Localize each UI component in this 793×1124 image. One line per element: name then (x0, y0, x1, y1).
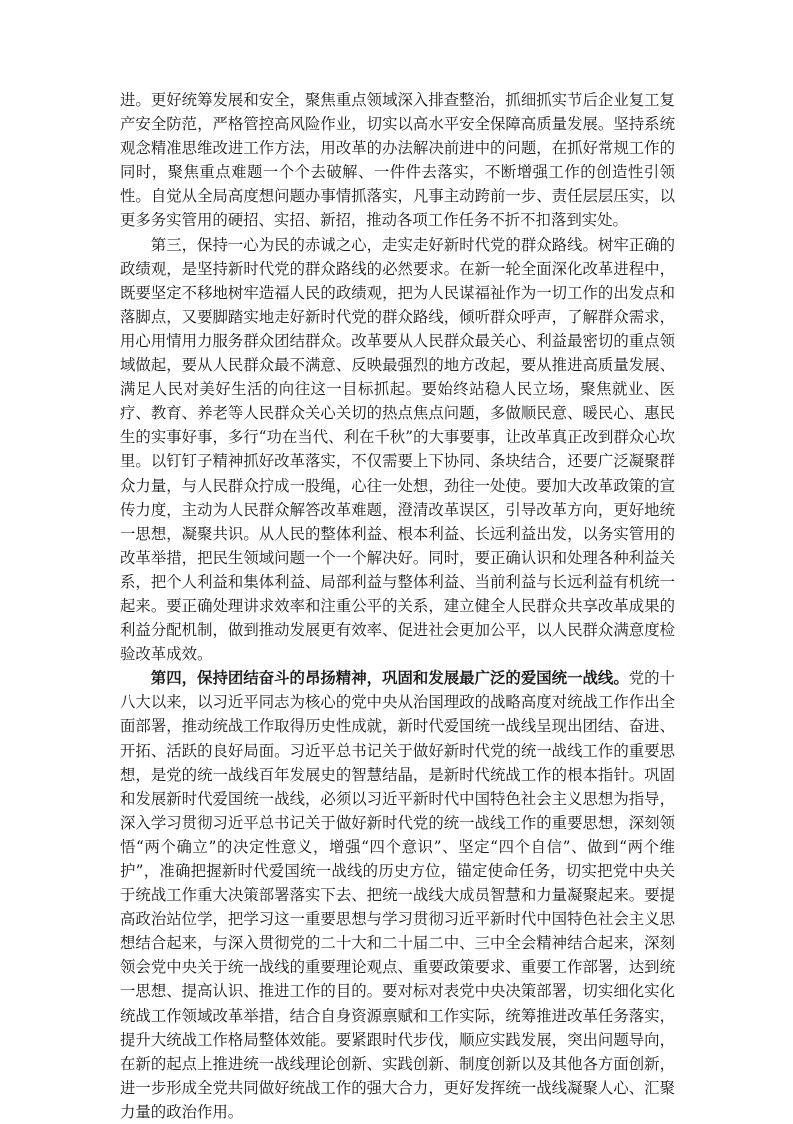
paragraph-text: 党的十八大以来，以习近平同志为核心的党中央从治国理政的战略高度对统战工作作出全面部署，推动统战工作取得历史性成就，新时代爱国统一战线呈现出团结、奋进、开拓、活跃的良好局面。习近平总书记关于做好新时代党的统一战线工作的重要思想，是党的统一战线百年发展史的智慧结晶，是新时代统战工作的根本指针。巩固和发展新时代爱国统一战线，必须以习近平新时代中国特色社会主义思想为指导，深入学习贯彻习近平总书记关于做好新时代党的统一战线工作的重要思想，深刻领悟“两个确立”的决定性意义，增强“四个意识”、坚定“四个自信”、做到“两个维护”，准确把握新时代爱国统一战线的历史方位，锚定使命任务，切实把党中央关于统战工作重大决策部署落实下去、把统一战线大成员智慧和力量凝聚起来。要提高政治站位学，把学习这一重要思想与学习贯彻习近平新时代中国特色社会主义思想结合起来，与深入贯彻党的二十大和二十届二中、三中全会精神结合起来，深刻领会党中央关于统一战线的重要理论观点、重要政策要求、重要工作部署，达到统一思想、提高认识、推进工作的目的。要对标对表党中央决策部署，切实细化实化统战工作领域改革举措，结合自身资源禀赋和工作实际，统筹推进改革任务落实，提升大统战工作格局整体效能。要紧跟时代步伐，顺应实践发展，突出问题导向，在新的起点上推进统一战线理论创新、实践创新、制度创新以及其他各方面创新，进一步形成全党共同做好统战工作的强大合力，更好发挥统一战线凝聚人心、汇聚力量的政治作用。 (120, 669, 675, 1121)
paragraph-text: 进。更好统筹发展和安全，聚焦重点领域深入排查整治，抓细抓实节后企业复工复产安全防范，严格管控高风险作业，切实以高水平安全保障高质量发展。坚持系统观念精准思维改进工作方法，用改革的办法解决前进中的问题，在抓好常规工作的同时，聚焦重点难题一个个去破解、一件件去落实，不断增强工作的创造性引领性。自觉从全局高度想问题办事情抓落实，凡事主动跨前一步、责任层层压实，以更多务实管用的硬招、实招、新招，推动各项工作任务不折不扣落到实处。 (120, 91, 675, 230)
document-page (120, 88, 675, 1124)
paragraph-fourth-point (120, 666, 675, 1124)
paragraph-text: 第三，保持一心为民的赤诚之心，走实走好新时代党的群众路线。树牢正确的政绩观，是坚持新时代党的群众路线的必然要求。在新一轮全面深化改革进程中，既要坚定不移地树牢造福人民的政绩观，把为人民谋福祉作为一切工作的出发点和落脚点，又要脚踏实地走好新时代党的群众路线，倾听群众呼声，了解群众需求，用心用情用力服务群众团结群众。改革要从人民群众最关心、利益最密切的重点领域做起，要从人民群众最不满意、反映最强烈的地方改起，要从推进高质量发展、满足人民对美好生活的向往这一目标抓起。要始终站稳人民立场，聚焦就业、医疗、教育、养老等人民群众关心关切的热点焦点问题，多做顺民意、暖民心、惠民生的实事好事，多行“功在当代、利在千秋”的大事要事，让改革真正改到群众心坎里。以钉钉子精神抓好改革落实，不仅需要上下协同、条块结合，还要广泛凝聚群众力量，与人民群众拧成一股绳，心往一处想，劲往一处使。要加大改革政策的宣传力度，主动为人民群众解答改革难题，澄清改革误区，引导改革方向，更好地统一思想，凝聚共识。从人民的整体利益、根本利益、长远利益出发，以务实管用的改革举措，把民生领域问题一个一个解决好。同时，要正确认识和处理各种利益关系，把个人利益和集体利益、局部利益与整体利益、当前利益与长远利益有机统一起来。要正确处理讲求效率和注重公平的关系，建立健全人民群众共享改革成果的利益分配机制，做到推动发展更有效率、促进社会更加公平，以人民群众满意度检验改革成效。 (120, 235, 675, 664)
paragraph-third-point (120, 233, 675, 667)
paragraph-lead-heading: 第四，保持团结奋斗的昂扬精神，巩固和发展最广泛的爱国统一战线。 (150, 669, 629, 688)
paragraph-continuation (120, 88, 675, 233)
